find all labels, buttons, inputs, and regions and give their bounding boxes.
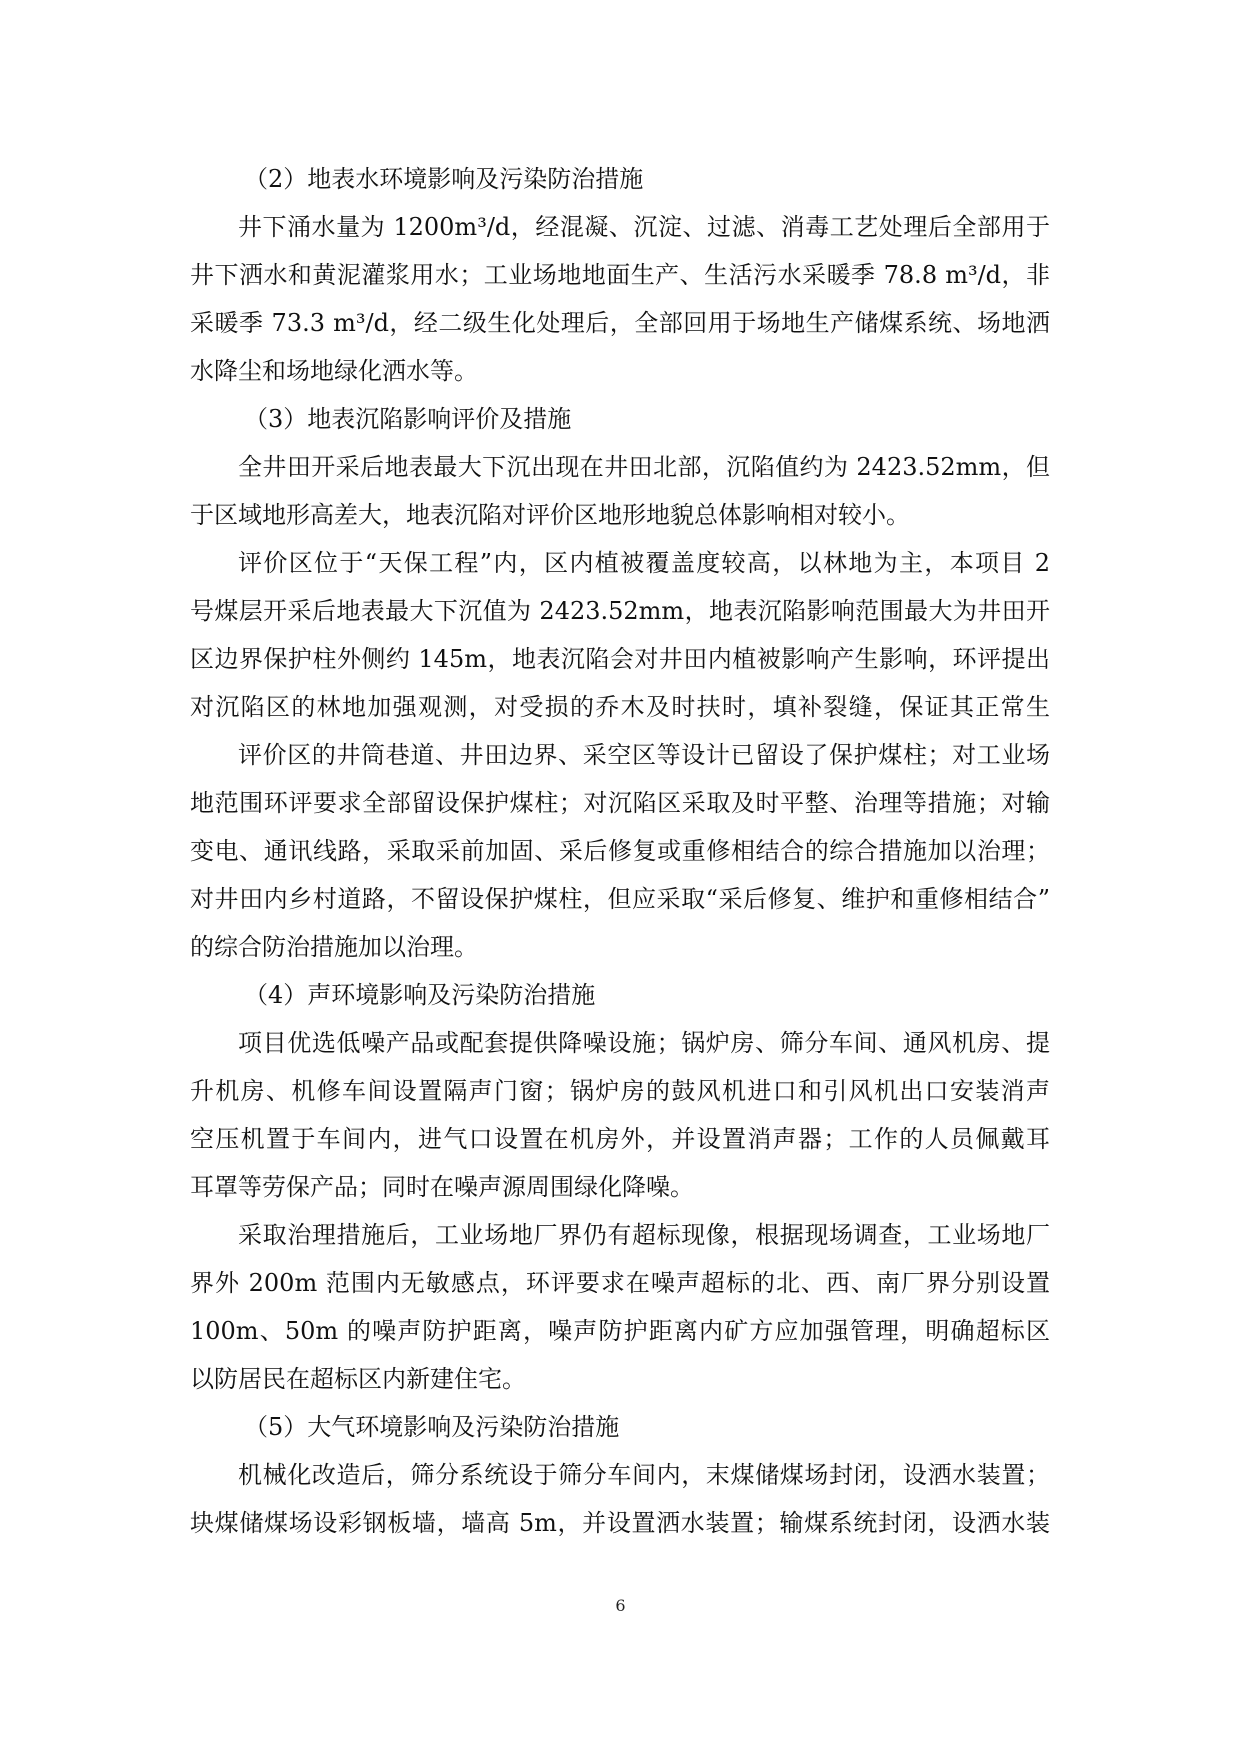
paragraph-line: 评价区的井筒巷道、井田边界、采空区等设计已留设了保护煤柱；对工业场 [238, 741, 1050, 769]
paragraph-line: 全井田开采后地表最大下沉出现在井田北部，沉陷值约为 2423.52mm，但 [238, 453, 1050, 481]
paragraph-line: 号煤层开采后地表最大下沉值为 2423.52mm，地表沉陷影响范围最大为井田开 [190, 597, 1050, 625]
paragraph-line: 对沉陷区的林地加强观测，对受损的乔木及时扶时，填补裂缝，保证其正常生 [190, 693, 1050, 721]
paragraph-line: 区边界保护柱外侧约 145m，地表沉陷会对井田内植被影响产生影响，环评提出 [190, 645, 1050, 673]
paragraph-line: 井下洒水和黄泥灌浆用水；工业场地地面生产、生活污水采暖季 78.8 m³/d，非 [190, 261, 1050, 289]
paragraph-line: 采取治理措施后，工业场地厂界仍有超标现像，根据现场调查，工业场地厂 [238, 1221, 1050, 1249]
paragraph-line: 项目优选低噪产品或配套提供降噪设施；锅炉房、筛分车间、通风机房、提 [238, 1029, 1050, 1057]
section-heading-noise: （4）声环境影响及污染防治措施 [244, 981, 596, 1009]
paragraph-line: 的综合防治措施加以治理。 [190, 933, 478, 961]
paragraph-line: 耳罩等劳保产品；同时在噪声源周围绿化降噪。 [190, 1173, 694, 1201]
paragraph-line: 评价区位于“天保工程”内，区内植被覆盖度较高，以林地为主，本项目 2 [238, 549, 1050, 577]
paragraph-line: 采暖季 73.3 m³/d，经二级生化处理后，全部回用于场地生产储煤系统、场地洒 [190, 309, 1050, 337]
paragraph-line: 地范围环评要求全部留设保护煤柱；对沉陷区采取及时平整、治理等措施；对输 [190, 789, 1050, 817]
paragraph-line: 块煤储煤场设彩钢板墙，墙高 5m，并设置洒水装置；输煤系统封闭，设洒水装 [190, 1509, 1050, 1537]
paragraph-line: 变电、通讯线路，采取采前加固、采后修复或重修相结合的综合措施加以治理； [190, 837, 1050, 865]
paragraph-line: 界外 200m 范围内无敏感点，环评要求在噪声超标的北、西、南厂界分别设置 [190, 1269, 1050, 1297]
paragraph-line: 井下涌水量为 1200m³/d，经混凝、沉淀、过滤、消毒工艺处理后全部用于 [238, 213, 1050, 241]
paragraph-line: 以防居民在超标区内新建住宅。 [190, 1365, 526, 1393]
section-heading-surface-water: （2）地表水环境影响及污染防治措施 [244, 165, 644, 193]
document-body [190, 155, 1050, 1547]
paragraph-line: 100m、50m 的噪声防护距离，噪声防护距离内矿方应加强管理，明确超标区 [190, 1317, 1050, 1345]
page-number: 6 [615, 1596, 626, 1615]
section-heading-air: （5）大气环境影响及污染防治措施 [244, 1413, 620, 1441]
paragraph-line: 机械化改造后，筛分系统设于筛分车间内，末煤储煤场封闭，设洒水装置； [238, 1461, 1050, 1489]
paragraph-line: 于区域地形高差大，地表沉陷对评价区地形地貌总体影响相对较小。 [190, 501, 910, 529]
paragraph-line: 对井田内乡村道路，不留设保护煤柱，但应采取“采后修复、维护和重修相结合” [190, 885, 1050, 913]
section-heading-subsidence: （3）地表沉陷影响评价及措施 [244, 405, 572, 433]
paragraph-line: 水降尘和场地绿化洒水等。 [190, 357, 478, 385]
paragraph-line: 空压机置于车间内，进气口设置在机房外，并设置消声器；工作的人员佩戴耳 [190, 1125, 1050, 1153]
paragraph-line: 升机房、机修车间设置隔声门窗；锅炉房的鼓风机进口和引风机出口安装消声 [190, 1077, 1050, 1105]
